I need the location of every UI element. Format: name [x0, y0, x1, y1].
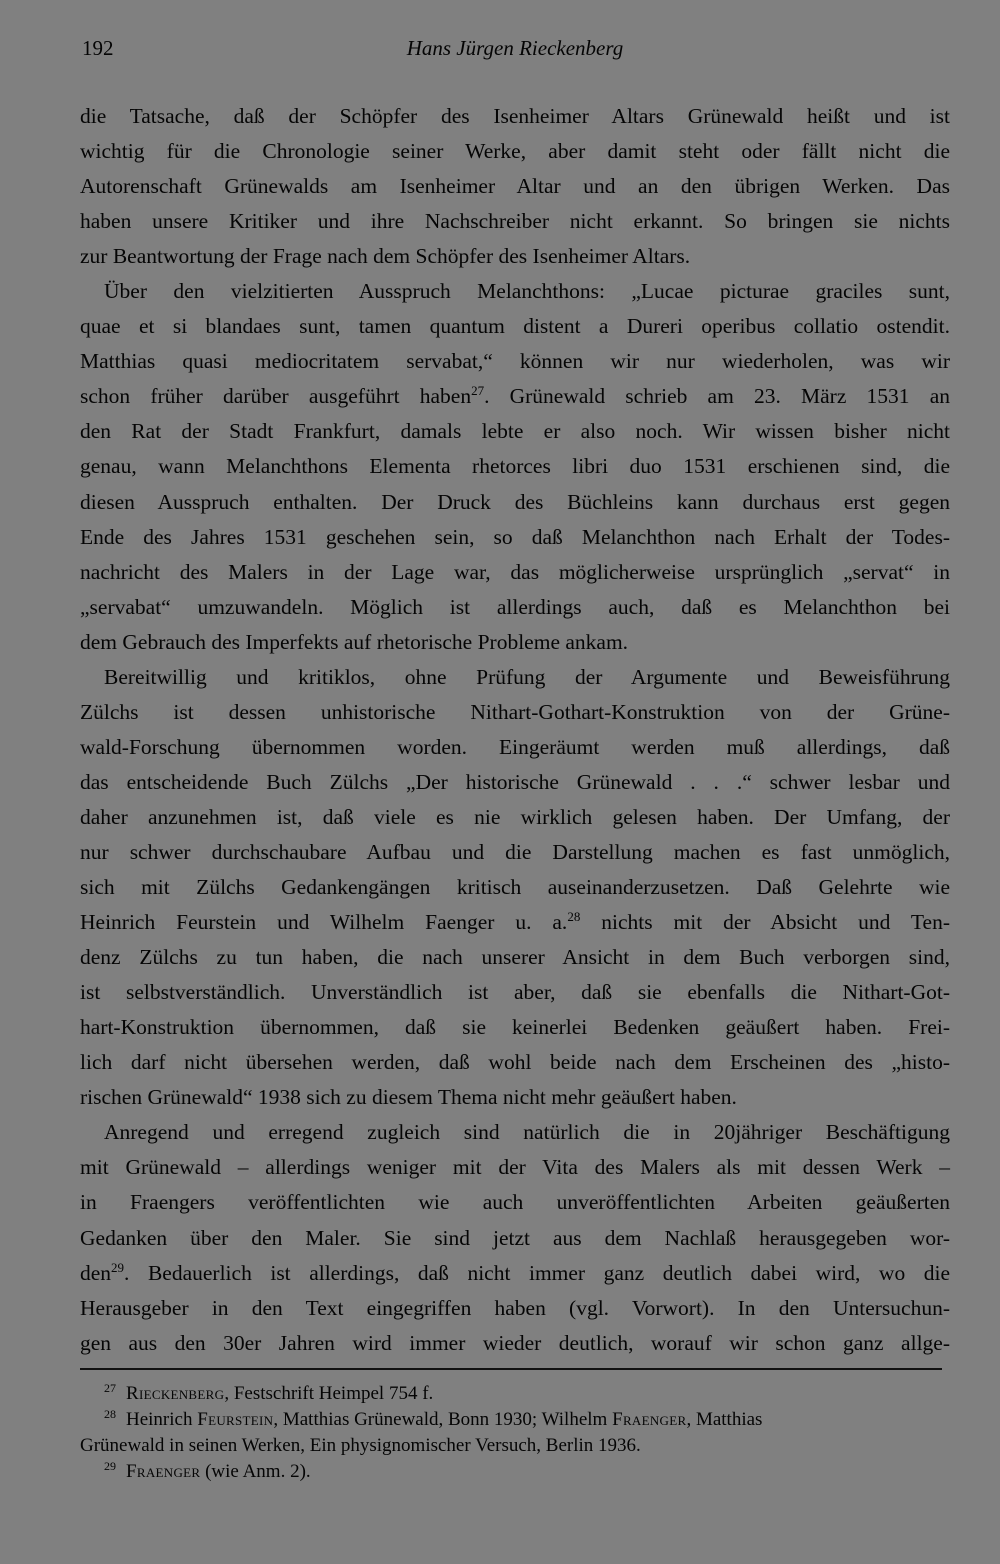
- text-line: [80, 134, 950, 169]
- text-line: [80, 344, 950, 379]
- text-line: [80, 835, 950, 870]
- text-line: [80, 975, 950, 1010]
- text-line-content: Gedanken über den Maler. Sie sind jetzt aus dem Nachlaß herausgegeben wor-: [80, 1225, 950, 1250]
- footnote-text: , Matthias: [686, 1409, 763, 1430]
- text-line-content: . Grünewald schrieb am 23. März 1531 an: [484, 384, 950, 409]
- text-line-content: in Fraengers veröffentlichten wie auch unveröffentlichten Arbeiten geäußerten: [80, 1190, 950, 1215]
- text-line: [80, 485, 950, 520]
- text-line: [80, 660, 950, 695]
- text-line: [80, 1080, 950, 1115]
- text-line: [80, 309, 950, 344]
- footnote-author: Fraenger: [612, 1409, 687, 1430]
- text-line: [80, 1150, 950, 1185]
- text-line: [80, 1010, 950, 1045]
- text-line-content: nichts mit der Absicht und Ten-: [580, 910, 950, 935]
- text-line: [80, 1045, 950, 1080]
- text-line-content: dem Gebrauch des Imperfekts auf rhetorische Probleme ankam.: [80, 629, 629, 654]
- text-line: [80, 414, 950, 449]
- footnote-text: , Matthias Grünewald, Bonn 1930; Wilhelm: [273, 1409, 613, 1430]
- text-line-content: wald-Forschung übernommen worden. Eingeräumt werden muß allerdings, daß: [80, 734, 950, 759]
- text-line-content: daher anzunehmen ist, daß viele es nie wirklich gelesen haben. Der Umfang, der: [80, 804, 950, 829]
- text-line-content: „servabat“ umzuwandeln. Möglich ist allerdings auch, daß es Melanchthon bei: [80, 594, 950, 619]
- footnote-author: Fraenger: [126, 1461, 201, 1482]
- text-line: [80, 870, 950, 905]
- text-line-content: quae et si blandaes sunt, tamen quantum distent a Dureri operibus collatio ostendit.: [80, 314, 950, 339]
- text-line-content: hart-Konstruktion übernommen, daß sie keinerlei Bedenken geäußert haben. Frei-: [80, 1015, 950, 1040]
- page-header: [82, 30, 948, 66]
- text-line-content: lich darf nicht übersehen werden, daß wohl beide nach dem Erscheinen des „histo-: [80, 1050, 950, 1075]
- text-line: [80, 204, 950, 239]
- text-line: [80, 1291, 950, 1326]
- text-line: [80, 239, 950, 274]
- footnote-text: (wie Anm. 2).: [200, 1461, 311, 1482]
- footnote-rule: [80, 1368, 942, 1370]
- text-line-content: die Tatsache, daß der Schöpfer des Isenheimer Altars Grünewald heißt und ist: [80, 104, 950, 128]
- footnote-author: Rieckenberg: [126, 1383, 225, 1404]
- footnote-reference: 29: [111, 1259, 125, 1275]
- text-line-content: nachricht des Malers in der Lage war, das möglicherweise ursprünglich „servat“ in: [80, 559, 950, 584]
- text-line-content: gen aus den 30er Jahren wird immer wieder deutlich, worauf wir schon ganz allge-: [80, 1330, 950, 1355]
- footnote-28-continuation: Grünewald in seinen Werken, Ein physignomischer Versuch, Berlin 1936.: [80, 1435, 641, 1456]
- footnotes: [80, 1381, 950, 1485]
- text-line-content: denz Zülchs zu tun haben, die nach unserer Ansicht in dem Buch verborgen sind,: [80, 945, 950, 970]
- text-line: [80, 695, 950, 730]
- text-line-content: Anregend und erregend zugleich sind natürlich die in 20jähriger Beschäftigung: [104, 1120, 950, 1145]
- body-text: [80, 99, 950, 1361]
- footnote-number: 27: [104, 1381, 116, 1395]
- text-line: [80, 590, 950, 625]
- text-line-content: Herausgeber in den Text eingegriffen haben (vgl. Vorwort). In den Untersuchun-: [80, 1295, 950, 1320]
- text-line-content: schon früher darüber ausgeführt haben: [80, 384, 472, 409]
- footnote-text: Heinrich: [126, 1409, 198, 1430]
- text-line: [80, 1326, 950, 1361]
- running-head: Hans Jürgen Rieckenberg: [406, 36, 624, 60]
- text-line: [80, 379, 950, 414]
- text-line-content: wichtig für die Chronologie seiner Werke, aber damit steht oder fällt nicht die: [80, 139, 950, 164]
- text-line-content: Zülchs ist dessen unhistorische Nithart-Gothart-Konstruktion von der Grüne-: [80, 699, 950, 724]
- text-line-content: ist selbstverständlich. Unverständlich ist aber, daß sie ebenfalls die Nithart-Got-: [80, 980, 950, 1005]
- text-line-content: mit Grünewald – allerdings weniger mit der Vita des Malers als mit dessen Werk –: [80, 1155, 950, 1180]
- text-line: [80, 625, 950, 660]
- text-line: [80, 169, 950, 204]
- text-line-content: Ende des Jahres 1531 geschehen sein, so daß Melanchthon nach Erhalt der Todes-: [80, 524, 950, 549]
- text-line-content: diesen Ausspruch enthalten. Der Druck des Büchleins kann durchaus erst gegen: [80, 489, 950, 514]
- text-line-content: Bereitwillig und kritiklos, ohne Prüfung der Argumente und Beweisführung: [104, 664, 950, 689]
- text-line-content: Über den vielzitierten Ausspruch Melanchthons: „Lucae picturae graciles sunt,: [104, 279, 950, 304]
- text-line-content: Autorenschaft Grünewalds am Isenheimer Altar und an den übrigen Werken. Das: [80, 174, 950, 199]
- text-line-content: sich mit Zülchs Gedankengängen kritisch auseinanderzusetzen. Daß Gelehrte wie: [80, 875, 950, 900]
- text-line: [80, 274, 950, 309]
- page-number: 192: [82, 36, 114, 60]
- text-line: [80, 730, 950, 765]
- text-line: [80, 520, 950, 555]
- text-line-content: den: [80, 1260, 112, 1285]
- footnote-text: , Festschrift Heimpel 754 f.: [224, 1383, 434, 1404]
- footnote-number: 29: [104, 1459, 116, 1473]
- text-line: [80, 99, 950, 134]
- text-line-content: den Rat der Stadt Frankfurt, damals lebte er also noch. Wir wissen bisher nicht: [80, 419, 950, 444]
- text-line: [80, 1185, 950, 1220]
- text-line-content: nur schwer durchschaubare Aufbau und die Darstellung machen es fast unmöglich,: [80, 839, 950, 864]
- text-line: [80, 800, 950, 835]
- text-line: [80, 1256, 950, 1291]
- footnote-27: [80, 1381, 950, 1407]
- footnote-author: Feurstein: [197, 1409, 274, 1430]
- text-line-content: rischen Grünewald“ 1938 sich zu diesem Thema nicht mehr geäußert haben.: [80, 1085, 737, 1110]
- text-line-content: Matthias quasi mediocritatem servabat,“ können wir nur wiederholen, was wir: [80, 349, 950, 374]
- text-line-content: zur Beantwortung der Frage nach dem Schöpfer des Isenheimer Altars.: [80, 244, 691, 269]
- text-line: [80, 449, 950, 484]
- footnote-reference: 28: [567, 909, 581, 925]
- text-line-content: genau, wann Melanchthons Elementa rhetorces libri duo 1531 erschienen sind, die: [80, 454, 950, 479]
- text-line: [80, 765, 950, 800]
- text-line: [80, 905, 950, 940]
- text-line: [80, 1115, 950, 1150]
- text-line-content: . Bedauerlich ist allerdings, daß nicht immer ganz deutlich dabei wird, wo die: [124, 1260, 950, 1285]
- text-line: [80, 555, 950, 590]
- footnote-28: [80, 1407, 950, 1433]
- text-line: [80, 1221, 950, 1256]
- text-line-content: Heinrich Feurstein und Wilhelm Faenger u. a.: [80, 910, 568, 935]
- footnote-reference: 27: [471, 383, 485, 399]
- text-line-content: haben unsere Kritiker und ihre Nachschreiber nicht erkannt. So bringen sie nichts: [80, 209, 950, 234]
- footnote-number: 28: [104, 1407, 116, 1421]
- footnote-29: [80, 1459, 950, 1485]
- text-line: [80, 940, 950, 975]
- text-line-content: das entscheidende Buch Zülchs „Der historische Grünewald . . .“ schwer lesbar und: [80, 769, 950, 794]
